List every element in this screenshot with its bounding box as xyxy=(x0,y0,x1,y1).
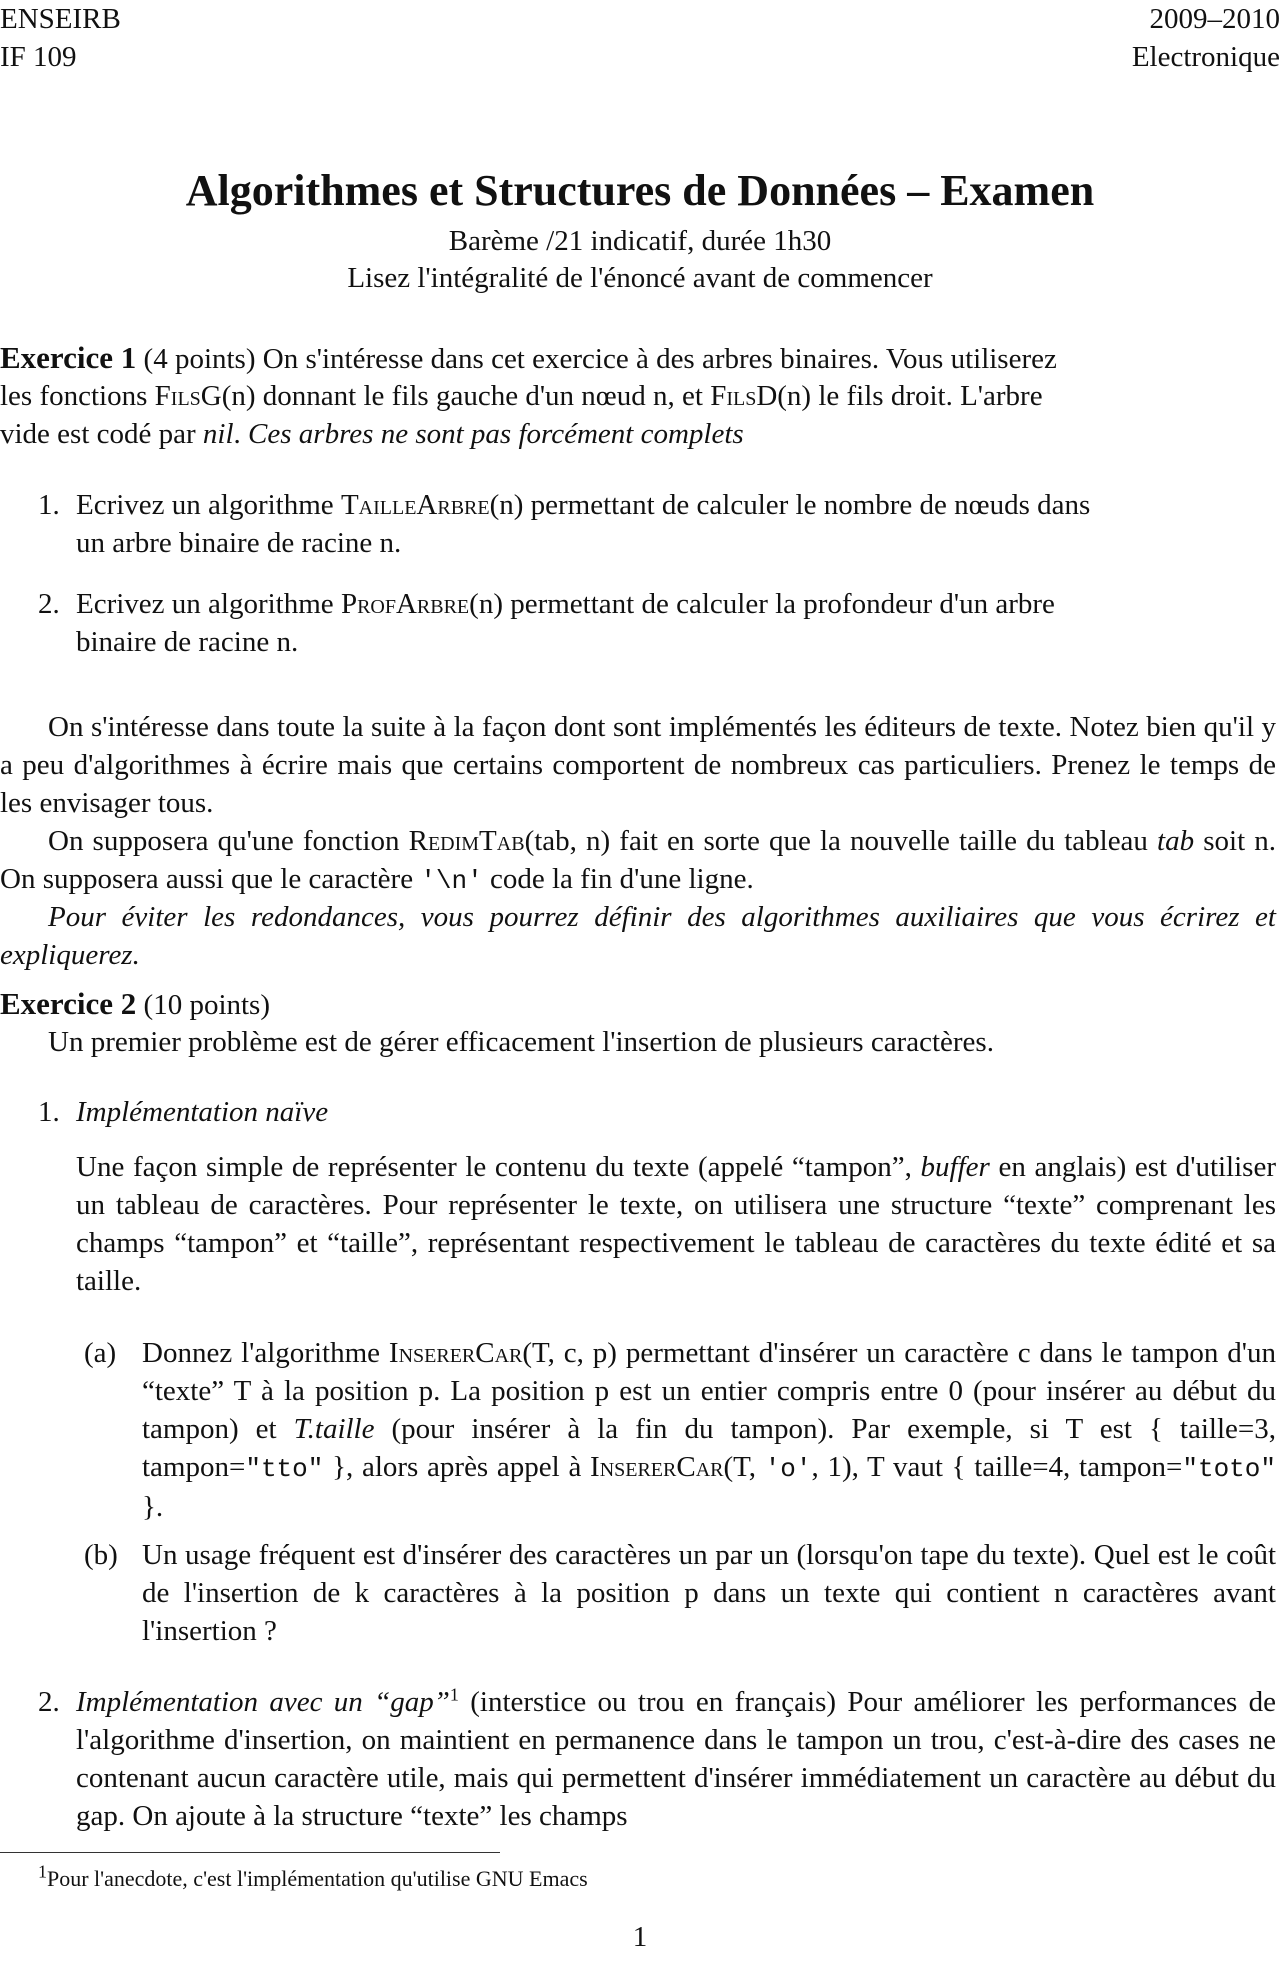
fn-profarbre: ProfArbre xyxy=(340,588,470,620)
header-track: Electronique xyxy=(1131,41,1280,73)
ex1-line2 xyxy=(0,377,1043,415)
page-title: Algorithmes et Structures de Données – Examen xyxy=(185,166,1095,215)
intro-p2-tab: tab xyxy=(1157,825,1195,857)
fn-filsg: FilsG xyxy=(154,380,222,412)
ex1-note: Ces arbres ne sont pas forcément complets xyxy=(248,418,744,450)
code-tto: "tto" xyxy=(245,1454,324,1484)
ex2-s1-body-a: Une façon simple de représenter le contenu du texte (appelé “tampon”, xyxy=(76,1151,921,1183)
ex2-s2-body: (interstice ou trou en français) Pour améliorer les performances de l'algorithme d'insertion, on maintient en permanence dans le tampon un trou, c'est-à-dire des cases ne contenant aucun caractère utile, mais qui permettent d'insérer immédiatement un caractère au début du gap. On ajoute à la structure “texte” les champs xyxy=(76,1686,1277,1832)
ex2-a-taille: T.taille xyxy=(293,1413,375,1445)
subtitle: Barème /21 indicatif, durée 1h30 xyxy=(448,225,832,257)
ex2-a-2: (T, c, p) permettant d'insérer un caractère c dans le tampon d'un “texte” T à la position p. La position p est un entier compris entre 0 (pour insérer au début du tampon) et xyxy=(142,1337,1276,1445)
footnote-ref: 1 xyxy=(449,1684,459,1705)
ex1-q1-line1 xyxy=(76,486,1090,524)
newline-code: '\n' xyxy=(420,866,483,896)
fn-filsd: FilsD xyxy=(710,380,778,412)
intro-p2-a: On supposera qu'une fonction xyxy=(48,825,409,857)
intro-p2-d: code la fin d'une ligne. xyxy=(482,863,754,895)
fn-inserercar-2: InsererCar xyxy=(590,1451,724,1483)
ex1-l3-b: . xyxy=(233,418,249,450)
ex2-a-4: }, alors après appel à xyxy=(323,1451,591,1483)
buffer-term: buffer xyxy=(920,1151,990,1183)
ex1-q2-number: 2. xyxy=(38,588,60,620)
ex2-s1-body-b: en anglais) est d'utiliser un tableau de caractères. Pour représenter le texte, on utilisera une structure “texte” comprenant les champs “tampon” et “taille”, représentant respectivement le tableau de caractères du texte édité et sa taille. xyxy=(76,1151,1276,1297)
ex2-s1-number: 1. xyxy=(38,1096,60,1128)
ex2-a-text xyxy=(142,1334,1276,1526)
header-year: 2009–2010 xyxy=(1149,3,1280,35)
ex2-s2-title: Implémentation avec un “gap” xyxy=(76,1686,450,1718)
fn-inserercar: InsererCar xyxy=(388,1337,523,1369)
fn-redimtab: RedimTab xyxy=(408,825,525,857)
ex1-l2-c: (n) le fils droit. L'arbre xyxy=(777,380,1043,412)
footnote xyxy=(38,1860,588,1898)
intro-p2-b: (tab, n) fait en sorte que la nouvelle taille du tableau xyxy=(524,825,1158,857)
page-number: 1 xyxy=(632,1921,648,1953)
ex2-intro: Un premier problème est de gérer efficacement l'insertion de plusieurs caractères. xyxy=(48,1026,994,1058)
ex2-heading: Exercice 2 xyxy=(0,986,137,1021)
ex1-l2-b: (n) donnant le fils gauche d'un nœud n, et xyxy=(221,380,711,412)
code-o: 'o' xyxy=(764,1454,812,1484)
instruction: Lisez l'intégralité de l'énoncé avant de commencer xyxy=(347,262,933,294)
ex2-s2-text xyxy=(76,1683,1276,1835)
ex2-a-6: , 1), T vaut { taille=4, tampon= xyxy=(811,1451,1183,1483)
footnote-mark: 1 xyxy=(38,1861,47,1882)
intro-paragraph-3: Pour éviter les redondances, vous pourrez définir des algorithmes auxiliaires que vous écrirez et expliquerez. xyxy=(0,901,1276,971)
code-toto: "toto" xyxy=(1182,1454,1276,1484)
ex2-s1-title: Implémentation naïve xyxy=(76,1096,329,1128)
intro-paragraph-1: On s'intéresse dans toute la suite à la façon dont sont implémentés les éditeurs de texte. Notez bien qu'il y a peu d'algorithmes à écrire mais que certains comportent de nombreux cas particuliers. Prenez le temps de les envisager tous. xyxy=(0,711,1276,819)
ex2-a-label: (a) xyxy=(84,1337,117,1369)
intro-paragraph-2 xyxy=(0,822,1276,900)
header-school: ENSEIRB xyxy=(0,3,121,35)
ex2-s2-number: 2. xyxy=(38,1686,60,1718)
nil-keyword: nil xyxy=(202,418,234,450)
intro-p2-c: soit n. On supposera aussi que le caractère xyxy=(0,825,1276,895)
ex1-l2-a: les fonctions xyxy=(0,380,155,412)
ex2-b-label: (b) xyxy=(84,1539,118,1571)
ex1-q1-line2: un arbre binaire de racine n. xyxy=(76,527,402,559)
ex1-q1-a: Ecrivez un algorithme xyxy=(76,489,341,521)
ex1-q1-number: 1. xyxy=(38,489,60,521)
ex1-q1-b: (n) permettant de calculer le nombre de nœuds dans xyxy=(489,489,1091,521)
ex1-q2-b: (n) permettant de calculer la profondeur d'un arbre xyxy=(469,588,1055,620)
ex2-a-1: Donnez l'algorithme xyxy=(142,1337,389,1369)
ex2-a-7: }. xyxy=(142,1491,164,1523)
fn-taillearbre: TailleArbre xyxy=(340,489,490,521)
ex2-a-5: (T, xyxy=(723,1451,765,1483)
ex2-points: (10 points) xyxy=(143,989,270,1021)
ex1-l1-rest: On s'intéresse dans cet exercice à des arbres binaires. Vous utiliserez xyxy=(255,343,1057,375)
footnote-text: Pour l'anecdote, c'est l'implémentation qu'utilise GNU Emacs xyxy=(47,1866,588,1891)
ex2-b-text: Un usage fréquent est d'insérer des caractères un par un (lorsqu'on tape du texte). Quel est le coût de l'insertion de k caractères à la position p dans un texte qui contient n caractères avant l'insertion ? xyxy=(142,1539,1276,1647)
ex2-heading-line xyxy=(0,985,270,1024)
ex1-q2-a: Ecrivez un algorithme xyxy=(76,588,341,620)
ex1-q2-line1 xyxy=(76,585,1055,623)
ex1-line1 xyxy=(0,339,1057,378)
ex1-heading: Exercice 1 xyxy=(0,340,137,375)
ex1-l3-a: vide est codé par xyxy=(0,418,203,450)
ex1-line3 xyxy=(0,415,744,453)
ex2-s1-body xyxy=(76,1148,1276,1300)
footnote-divider xyxy=(0,1852,500,1853)
ex1-q2-line2: binaire de racine n. xyxy=(76,626,299,658)
header-course: IF 109 xyxy=(0,41,77,73)
ex1-points: (4 points) xyxy=(143,343,256,375)
ex2-a-3: (pour insérer à la fin du tampon). Par exemple, si T est { taille=3, tampon= xyxy=(142,1413,1276,1483)
